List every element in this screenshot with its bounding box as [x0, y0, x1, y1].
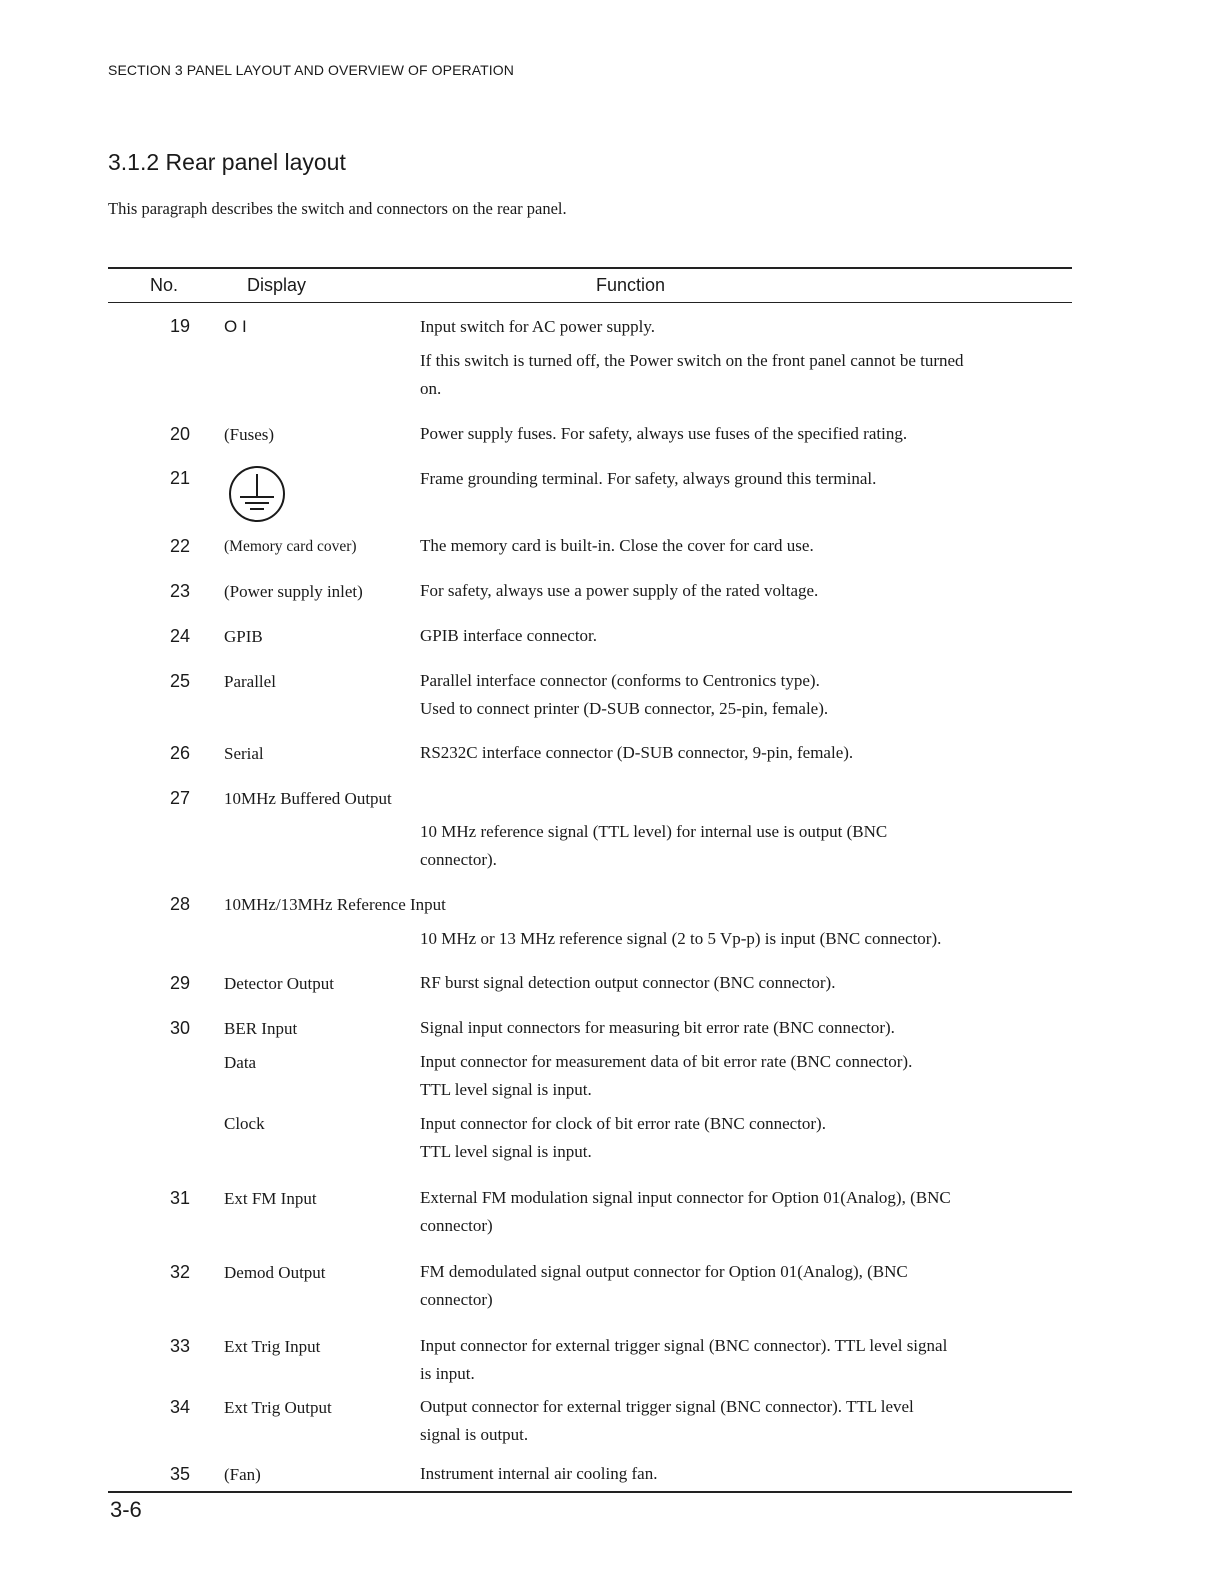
row-number: 20: [169, 424, 190, 444]
row-number: 24: [169, 626, 190, 646]
row-function: GPIB interface connector.: [420, 626, 598, 645]
row-display: Clock: [224, 1114, 265, 1133]
row-function: RS232C interface connector (D-SUB connector, 9-pin, female).: [420, 743, 854, 762]
row-display: 10MHz Buffered Output: [224, 789, 392, 808]
row-display: Parallel: [224, 672, 276, 691]
row-display: BER Input: [224, 1019, 298, 1038]
row-function: FM demodulated signal output connector for Option 01(Analog), (BNC connector): [420, 1262, 908, 1309]
row-display: (Fan): [224, 1465, 261, 1484]
row-display: Ext FM Input: [224, 1189, 317, 1208]
row-display: Data: [224, 1053, 257, 1072]
row-display: Serial: [224, 744, 264, 763]
intro-paragraph: This paragraph describes the switch and connectors on the rear panel.: [108, 199, 567, 218]
row-function: The memory card is built-in. Close the cover for card use.: [420, 536, 814, 555]
row-function: Input switch for AC power supply.: [420, 317, 655, 336]
row-number: 30: [169, 1018, 190, 1038]
row-function: 10 MHz reference signal (TTL level) for internal use is output (BNC connector).: [420, 822, 888, 869]
row-number: 25: [169, 671, 190, 691]
row-display: GPIB: [224, 627, 263, 646]
section-header: SECTION 3 PANEL LAYOUT AND OVERVIEW OF OPERATION: [108, 62, 514, 78]
row-function: Instrument internal air cooling fan.: [420, 1464, 658, 1483]
row-function: Input connector for clock of bit error rate (BNC connector). TTL level signal is input.: [420, 1114, 826, 1161]
row-number: 33: [169, 1336, 190, 1356]
row-function: RF burst signal detection output connector (BNC connector).: [420, 973, 836, 992]
row-number: 35: [169, 1464, 190, 1484]
row-display: Detector Output: [224, 974, 334, 993]
row-function: External FM modulation signal input connector for Option 01(Analog), (BNC connector): [420, 1188, 951, 1235]
row-display: (Power supply inlet): [224, 582, 363, 601]
table-header-rule: [108, 302, 1072, 303]
row-display: Ext Trig Output: [224, 1398, 332, 1417]
row-function: Input connector for external trigger signal (BNC connector). TTL level signal is input.: [420, 1336, 948, 1383]
row-number: 29: [169, 973, 190, 993]
protective-earth-ground-icon: [228, 466, 288, 522]
row-number: 26: [169, 743, 190, 763]
row-function: Input connector for measurement data of bit error rate (BNC connector). TTL level signal is input.: [420, 1052, 913, 1099]
row-display: Ext Trig Input: [224, 1337, 321, 1356]
column-header-display: Display: [247, 275, 307, 295]
row-number: 28: [169, 894, 190, 914]
row-number: 34: [169, 1397, 190, 1417]
row-number: 32: [169, 1262, 190, 1282]
row-function: If this switch is turned off, the Power switch on the front panel cannot be turned on.: [420, 351, 964, 398]
row-display: 10MHz/13MHz Reference Input: [224, 895, 446, 914]
row-display: (Memory card cover): [224, 538, 357, 555]
row-function: Frame grounding terminal. For safety, always ground this terminal.: [420, 469, 877, 488]
column-header-function: Function: [596, 275, 666, 295]
row-number: 31: [169, 1188, 190, 1208]
table-top-rule: [108, 267, 1072, 269]
row-number: 22: [169, 536, 190, 556]
column-header-no: No.: [150, 275, 179, 295]
row-number: 19: [169, 316, 190, 336]
row-number: 23: [169, 581, 190, 601]
row-display: Demod Output: [224, 1263, 326, 1282]
row-function: Output connector for external trigger signal (BNC connector). TTL level signal is output.: [420, 1397, 914, 1444]
page-number: 3-6: [110, 1497, 142, 1522]
row-function: Power supply fuses. For safety, always use fuses of the specified rating.: [420, 424, 908, 443]
table-bottom-rule: [108, 1491, 1072, 1493]
row-display: (Fuses): [224, 425, 275, 444]
row-number: 27: [169, 788, 190, 808]
row-function: 10 MHz or 13 MHz reference signal (2 to 5 Vp-p) is input (BNC connector).: [420, 929, 942, 948]
page-title: 3.1.2 Rear panel layout: [108, 149, 346, 175]
row-function: For safety, always use a power supply of the rated voltage.: [420, 581, 819, 600]
row-function: Parallel interface connector (conforms to Centronics type). Used to connect printer (D-SUB connector, 25-pin, female).: [420, 671, 829, 718]
row-function: Signal input connectors for measuring bit error rate (BNC connector).: [420, 1018, 895, 1037]
row-number: 21: [169, 468, 190, 488]
row-display: O I: [224, 317, 247, 336]
